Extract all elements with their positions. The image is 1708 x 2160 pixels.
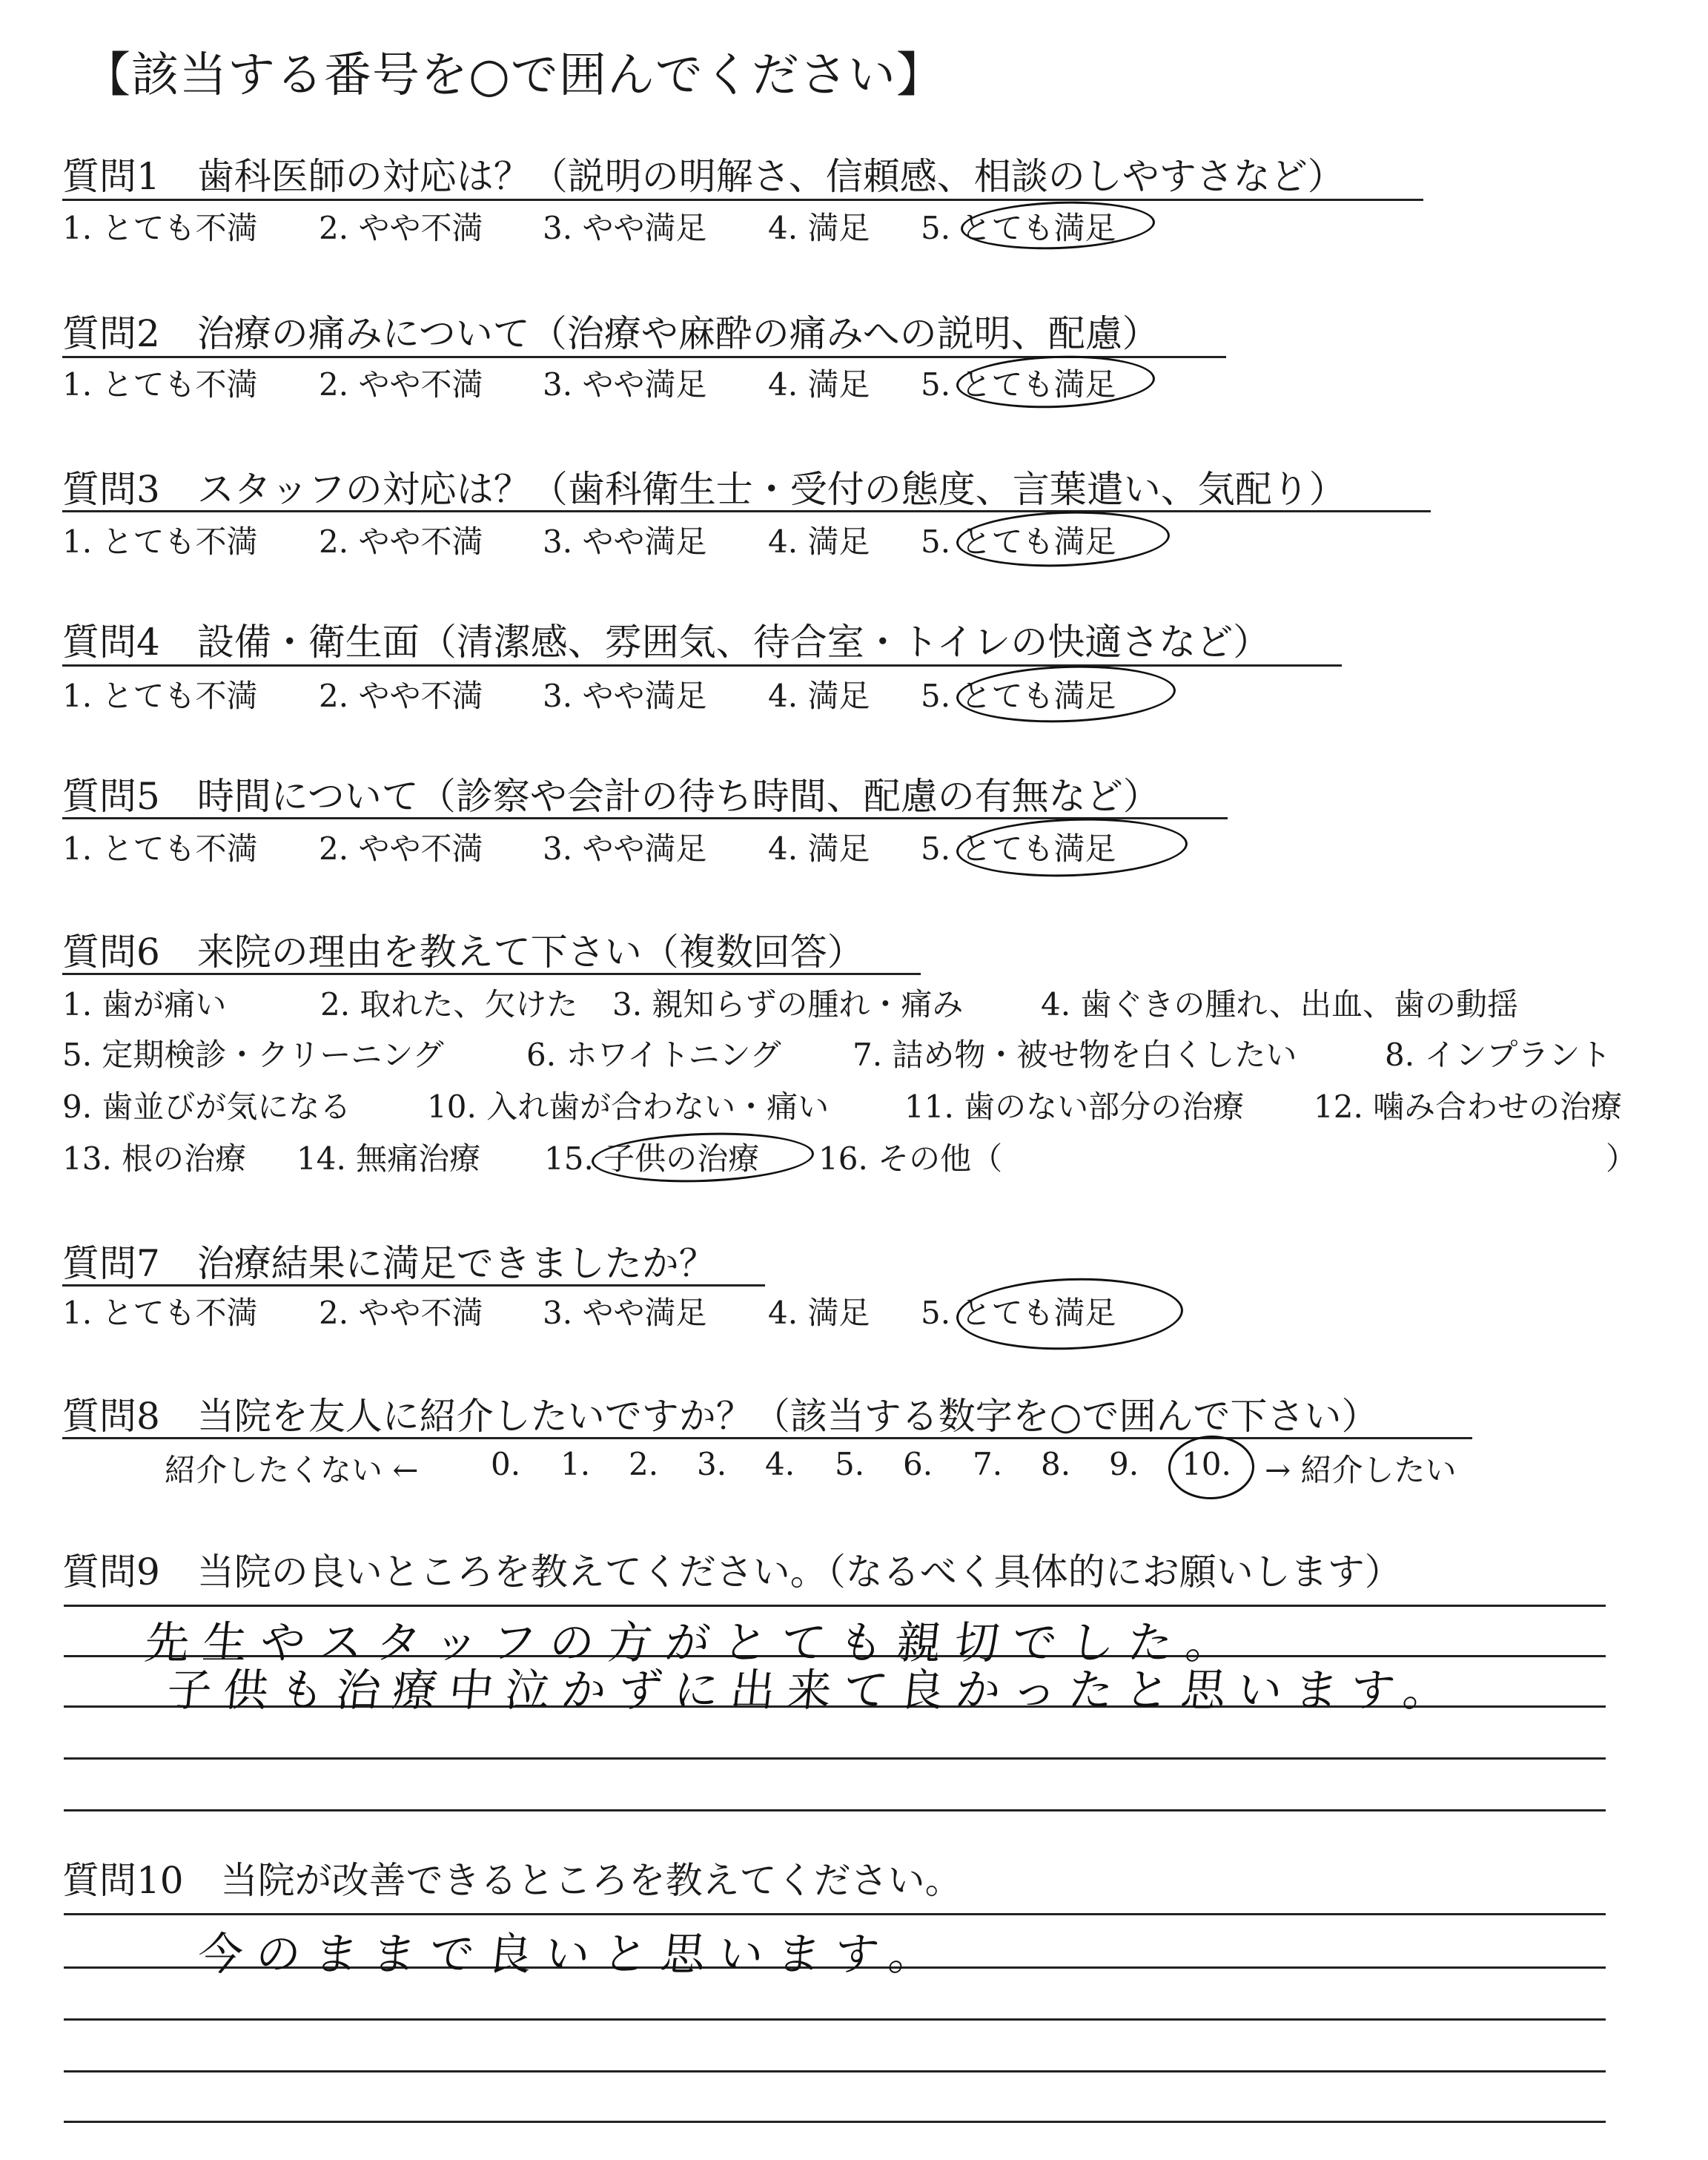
question-underline bbox=[62, 664, 1342, 667]
q1-option-4[interactable]: 4. 満足 bbox=[768, 210, 870, 246]
question-6 bbox=[62, 922, 864, 976]
page-title: 【該当する番号を○で囲んでください】 bbox=[83, 48, 944, 103]
selection-circle bbox=[1168, 1434, 1256, 1501]
q2-option-2[interactable]: 2. やや不満 bbox=[319, 366, 483, 403]
reason-7[interactable]: 7. 詰め物・被せ物を白くしたい bbox=[853, 1037, 1297, 1073]
q4-option-4[interactable]: 4. 満足 bbox=[768, 678, 870, 714]
question-label: 質問5 bbox=[62, 775, 160, 818]
answer-line bbox=[64, 2070, 1606, 2073]
nps-option-10[interactable]: 10. bbox=[1182, 1446, 1231, 1482]
nps-right-label: → 紹介したい bbox=[1265, 1452, 1457, 1488]
nps-option-1[interactable]: 1. bbox=[560, 1446, 591, 1482]
reason-1[interactable]: 1. 歯が痛い bbox=[62, 986, 227, 1023]
question-text: 当院の良いところを教えてください。（なるべく具体的にお願いします） bbox=[196, 1550, 1402, 1593]
reason-3[interactable]: 3. 親知らずの腫れ・痛み bbox=[612, 986, 964, 1023]
question-underline bbox=[62, 1437, 1472, 1439]
question-7 bbox=[62, 1234, 716, 1287]
nps-option-6[interactable]: 6. bbox=[903, 1446, 933, 1482]
question-8 bbox=[62, 1387, 1378, 1440]
question-9 bbox=[62, 1542, 1402, 1596]
reason-10[interactable]: 10. 入れ歯が合わない・痛い bbox=[427, 1089, 830, 1125]
q10-handwritten-answer-1: 今のままで良いと思います。 bbox=[195, 1929, 950, 1981]
q1-option-5[interactable]: 5. とても満足 bbox=[921, 210, 1116, 246]
reason-5[interactable]: 5. 定期検診・クリーニング bbox=[62, 1037, 444, 1073]
q7-option-2[interactable]: 2. やや不満 bbox=[319, 1295, 483, 1331]
nps-option-0[interactable]: 0. bbox=[491, 1446, 521, 1482]
answer-line bbox=[64, 2018, 1606, 2021]
reason-16-close: ） bbox=[1606, 1140, 1638, 1177]
question-text: 設備・衛生面（清潔感、雰囲気、待合室・トイレの快適さなど） bbox=[196, 621, 1271, 664]
q5-option-3[interactable]: 3. やや満足 bbox=[543, 830, 707, 867]
q1-option-1[interactable]: 1. とても不満 bbox=[62, 210, 258, 246]
q5-option-5[interactable]: 5. とても満足 bbox=[921, 830, 1116, 867]
reason-2[interactable]: 2. 取れた、欠けた bbox=[320, 986, 578, 1023]
question-label: 質問9 bbox=[62, 1550, 160, 1593]
q2-option-3[interactable]: 3. やや満足 bbox=[543, 366, 707, 403]
q7-option-1[interactable]: 1. とても不満 bbox=[62, 1295, 258, 1331]
q7-option-3[interactable]: 3. やや満足 bbox=[543, 1295, 707, 1331]
question-label: 質問10 bbox=[62, 1859, 184, 1902]
q5-option-2[interactable]: 2. やや不満 bbox=[319, 830, 483, 867]
question-text: 歯科医師の対応は？（説明の明解さ、信頼感、相談のしやすさなど） bbox=[196, 155, 1345, 198]
question-4 bbox=[62, 612, 1270, 666]
reason-8[interactable]: 8. インプラント bbox=[1385, 1037, 1612, 1073]
q4-option-5[interactable]: 5. とても満足 bbox=[921, 678, 1116, 714]
q2-option-5[interactable]: 5. とても満足 bbox=[921, 366, 1116, 403]
question-text: 治療結果に満足できましたか？ bbox=[196, 1242, 716, 1285]
q3-option-1[interactable]: 1. とても不満 bbox=[62, 524, 258, 560]
question-10 bbox=[62, 1851, 962, 1904]
question-underline bbox=[62, 199, 1423, 201]
q9-handwritten-answer-2: 子供も治療中泣かずに出来て良かったと思います。 bbox=[164, 1665, 1463, 1717]
reason-9[interactable]: 9. 歯並びが気になる bbox=[62, 1089, 351, 1125]
q9-handwritten-answer-1: 先生やスタッフの方がとても親切でした。 bbox=[142, 1617, 1247, 1669]
q4-option-1[interactable]: 1. とても不満 bbox=[62, 678, 258, 714]
q1-option-3[interactable]: 3. やや満足 bbox=[543, 210, 707, 246]
q3-option-4[interactable]: 4. 満足 bbox=[768, 524, 870, 560]
question-2 bbox=[62, 304, 1159, 357]
question-text: 時間について（診察や会計の待ち時間、配慮の有無など） bbox=[196, 775, 1160, 818]
answer-line bbox=[64, 1809, 1606, 1811]
q2-option-1[interactable]: 1. とても不満 bbox=[62, 366, 258, 403]
question-text: 治療の痛みについて（治療や麻酔の痛みへの説明、配慮） bbox=[196, 312, 1159, 355]
q1-option-2[interactable]: 2. やや不満 bbox=[319, 210, 483, 246]
question-underline bbox=[62, 1284, 765, 1287]
answer-line bbox=[64, 2121, 1606, 2123]
reason-6[interactable]: 6. ホワイトニング bbox=[526, 1037, 781, 1073]
q3-option-3[interactable]: 3. やや満足 bbox=[543, 524, 707, 560]
reason-15[interactable]: 15. 子供の治療 bbox=[544, 1140, 760, 1177]
q2-option-4[interactable]: 4. 満足 bbox=[768, 366, 870, 403]
reason-4[interactable]: 4. 歯ぐきの腫れ、出血、歯の動揺 bbox=[1041, 986, 1518, 1023]
q5-option-4[interactable]: 4. 満足 bbox=[768, 830, 870, 867]
q7-option-4[interactable]: 4. 満足 bbox=[768, 1295, 870, 1331]
question-label: 質問2 bbox=[62, 312, 160, 355]
nps-option-8[interactable]: 8. bbox=[1041, 1446, 1071, 1482]
q7-option-5[interactable]: 5. とても満足 bbox=[921, 1295, 1116, 1331]
question-text: 当院を友人に紹介したいですか？（該当する数字を○で囲んで下さい） bbox=[196, 1395, 1379, 1438]
q3-option-2[interactable]: 2. やや不満 bbox=[319, 524, 483, 560]
question-text: スタッフの対応は？（歯科衛生士・受付の態度、言葉遣い、気配り） bbox=[196, 468, 1346, 511]
question-underline bbox=[62, 973, 921, 975]
nps-option-5[interactable]: 5. bbox=[835, 1446, 865, 1482]
q3-option-5[interactable]: 5. とても満足 bbox=[921, 524, 1116, 560]
q5-option-1[interactable]: 1. とても不満 bbox=[62, 830, 258, 867]
nps-option-4[interactable]: 4. bbox=[765, 1446, 795, 1482]
reason-12[interactable]: 12. 噛み合わせの治療 bbox=[1314, 1089, 1623, 1125]
reason-14[interactable]: 14. 無痛治療 bbox=[297, 1140, 481, 1177]
question-label: 質問4 bbox=[62, 621, 160, 664]
nps-option-3[interactable]: 3. bbox=[697, 1446, 727, 1482]
question-label: 質問7 bbox=[62, 1242, 160, 1285]
question-underline bbox=[62, 510, 1431, 512]
question-label: 質問6 bbox=[62, 931, 160, 974]
q4-option-3[interactable]: 3. やや満足 bbox=[543, 678, 707, 714]
answer-line bbox=[64, 1757, 1606, 1760]
q4-option-2[interactable]: 2. やや不満 bbox=[319, 678, 483, 714]
question-label: 質問8 bbox=[62, 1395, 160, 1438]
question-3 bbox=[62, 460, 1346, 513]
question-5 bbox=[62, 767, 1160, 820]
selection-circle bbox=[955, 1275, 1184, 1354]
answer-line bbox=[64, 1913, 1606, 1915]
question-label: 質問1 bbox=[62, 155, 160, 198]
nps-option-7[interactable]: 7. bbox=[973, 1446, 1003, 1482]
question-label: 質問3 bbox=[62, 468, 160, 511]
question-text: 当院が改善できるところを教えてください。 bbox=[220, 1859, 962, 1902]
nps-option-9[interactable]: 9. bbox=[1109, 1446, 1139, 1482]
reason-13[interactable]: 13. 根の治療 bbox=[62, 1140, 247, 1177]
reason-11[interactable]: 11. 歯のない部分の治療 bbox=[904, 1089, 1245, 1125]
nps-option-2[interactable]: 2. bbox=[629, 1446, 659, 1482]
question-1 bbox=[62, 147, 1345, 200]
answer-line bbox=[64, 1605, 1606, 1607]
reason-16[interactable]: 16. その他（ bbox=[818, 1140, 1003, 1177]
question-text: 来院の理由を教えて下さい（複数回答） bbox=[196, 931, 864, 974]
nps-left-label: 紹介したくない ← bbox=[165, 1452, 419, 1488]
